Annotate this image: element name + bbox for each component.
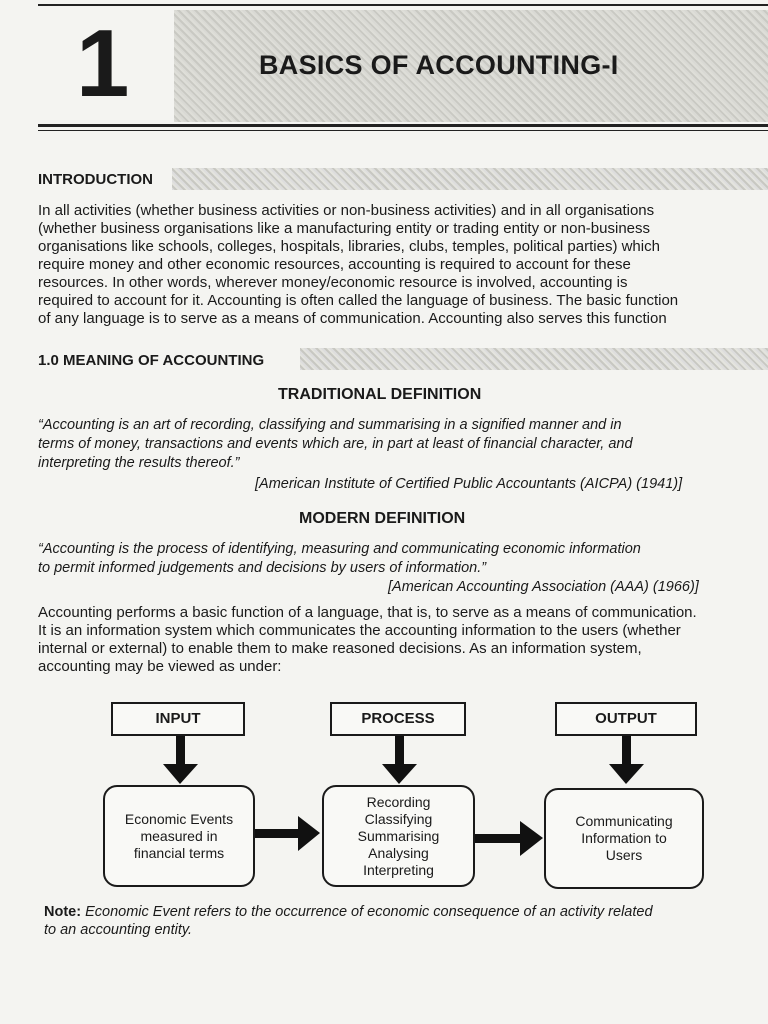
input-box [103, 785, 255, 887]
output-box-line: Communicating [575, 813, 673, 829]
process-to-output-arrow-shaft [474, 834, 524, 843]
quote-line: “Accounting is the process of identifying, measuring and communicating economic information [38, 541, 641, 557]
output-label-box: OUTPUT [555, 702, 697, 736]
traditional-definition-heading: TRADITIONAL DEFINITION [278, 386, 482, 403]
input-box-line: financial terms [133, 844, 225, 861]
process-box-line: Analysing [368, 844, 429, 861]
intro-line: of any language is to serve as a means of communication. Accounting also serves this function [38, 310, 667, 327]
meaning-heading: 1.0 MEANING OF ACCOUNTING [38, 352, 265, 369]
process-label-box: PROCESS [330, 702, 466, 736]
body-line: Accounting performs a basic function of a language, that is, to serve as a means of communication. [38, 604, 697, 621]
process-box-line: Interpreting [363, 861, 434, 878]
body-line: It is an information system which communicates the accounting information to the users (whether [38, 622, 681, 639]
intro-line: organisations like schools, colleges, hospitals, libraries, clubs, temples, political parties) which [38, 238, 660, 255]
modern-definition-heading: MODERN DEFINITION [299, 510, 466, 527]
process-box-line: Recording [366, 793, 431, 810]
quote-line: “Accounting is an art of recording, classifying and summarising in a signified manner and in [38, 417, 622, 433]
process-down-arrow-shaft [395, 736, 404, 766]
note-label: Note: [44, 904, 82, 920]
output-down-arrow-shaft [622, 736, 631, 766]
input-label-box: INPUT [111, 702, 245, 736]
process-box [322, 785, 475, 887]
intro-line: resources. In other words, wherever money/economic resource is involved, accounting is [38, 274, 628, 291]
chapter-number: 1 [76, 10, 130, 117]
note [44, 903, 653, 939]
input-down-arrow-head [163, 764, 198, 784]
quote-line: to permit informed judgements and decisions by users of information.” [38, 560, 487, 576]
process-down-arrow-head [382, 764, 417, 784]
body-line: internal or external) to enable them to make reasoned decisions. As an information system, [38, 640, 642, 657]
note-line: to an accounting entity. [44, 922, 193, 938]
modern-definition-citation: [American Accounting Association (AAA) (1966)] [388, 579, 699, 595]
intro-line: require money and other economic resources, accounting is required to account for these [38, 256, 631, 273]
intro-line: (whether business organisations like a manufacturing entity or trading entity or non-business [38, 220, 650, 237]
input-down-arrow-shaft [176, 736, 185, 766]
input-box-line: Economic Events [124, 810, 234, 827]
output-box-line: Users [605, 847, 643, 863]
intro-line: In all activities (whether business activities or non-business activities) and in all organisations [38, 202, 655, 219]
process-box-line: Summarising [357, 827, 440, 844]
input-to-process-arrow-shaft [255, 829, 301, 838]
traditional-definition-citation: [American Institute of Certified Public Accountants (AICPA) (1941)] [255, 476, 683, 492]
process-box-line: Classifying [364, 810, 433, 827]
note-line: Economic Event refers to the occurrence of economic consequence of an activity related [85, 904, 653, 920]
output-box [544, 788, 704, 889]
quote-line: terms of money, transactions and events which are, in part at least of financial character, and [38, 436, 633, 452]
body-line: accounting may be viewed as under: [38, 658, 282, 675]
chapter-title: BASICS OF ACCOUNTING-I [259, 50, 619, 80]
input-to-process-arrow-head [298, 816, 320, 851]
intro-line: required to account for it. Accounting is often called the language of business. The basic function [38, 292, 679, 309]
introduction-heading: INTRODUCTION [38, 171, 153, 188]
output-down-arrow-head [609, 764, 644, 784]
input-box-line: measured in [140, 827, 218, 844]
quote-line: interpreting the results thereof.” [38, 455, 240, 471]
output-box-line: Information to [581, 830, 667, 846]
process-to-output-arrow-head [520, 821, 543, 856]
